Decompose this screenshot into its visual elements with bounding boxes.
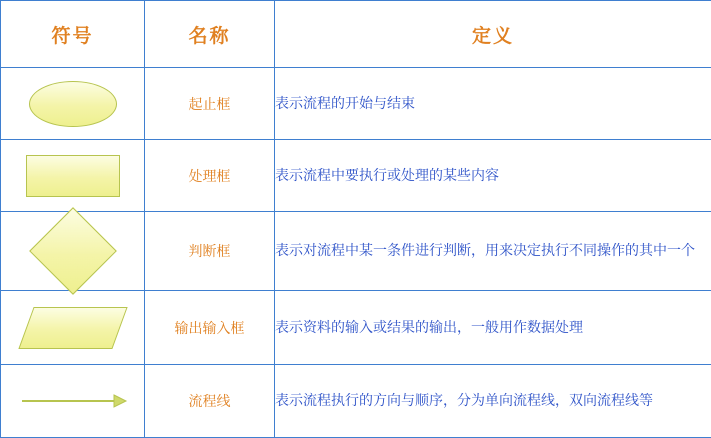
- ellipse-shape: [29, 81, 117, 127]
- symbol-cell-arrow: [1, 365, 145, 438]
- definition-cell: 表示流程中要执行或处理的某些内容: [275, 140, 711, 212]
- table-row: [1, 68, 711, 140]
- table-row: [1, 140, 711, 212]
- header-symbol: 符号: [1, 1, 145, 68]
- symbol-cell-parallelogram: [1, 291, 145, 365]
- definition-cell: 表示资料的输入或结果的输出，一般用作数据处理: [275, 291, 711, 365]
- parallelogram-shape: [18, 307, 127, 349]
- symbol-cell-rectangle: [1, 140, 145, 212]
- table-row: [1, 291, 711, 365]
- table-row: [1, 365, 711, 438]
- symbol-cell-ellipse: [1, 68, 145, 140]
- table-header-row: [1, 1, 711, 68]
- name-cell: 流程线: [145, 365, 275, 438]
- name-cell: 判断框: [145, 212, 275, 291]
- definition-cell: 表示流程执行的方向与顺序，分为单向流程线，双向流程线等: [275, 365, 711, 438]
- rectangle-shape: [26, 155, 120, 197]
- name-cell: 输出输入框: [145, 291, 275, 365]
- arrow-line-icon: [18, 391, 128, 411]
- name-cell: 处理框: [145, 140, 275, 212]
- header-definition: 定义: [275, 1, 711, 68]
- definition-cell: 表示对流程中某一条件进行判断，用来决定执行不同操作的其中一个: [275, 212, 711, 291]
- diamond-shape: [29, 207, 117, 295]
- shape-holder: [1, 365, 144, 437]
- shape-holder: [1, 291, 144, 364]
- shape-holder: [1, 212, 144, 290]
- symbol-cell-diamond: [1, 212, 145, 291]
- shape-holder: [1, 68, 144, 139]
- header-name: 名称: [145, 1, 275, 68]
- name-cell: 起止框: [145, 68, 275, 140]
- table-row: [1, 212, 711, 291]
- shape-holder: [1, 140, 144, 211]
- definition-cell: 表示流程的开始与结束: [275, 68, 711, 140]
